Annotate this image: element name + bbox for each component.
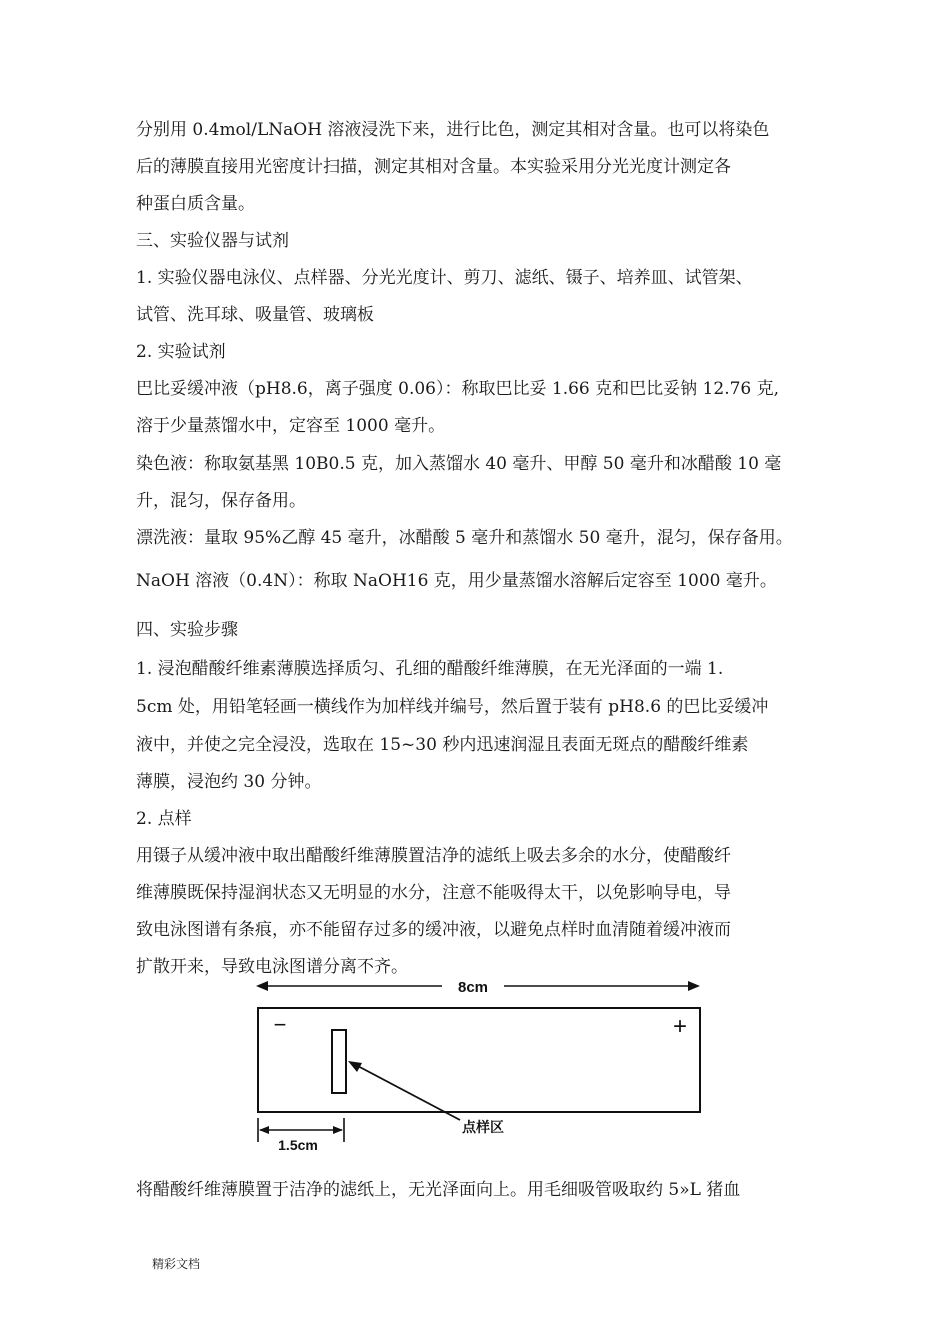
text-line: 分别用 0.4mol/LNaOH 溶液浸洗下来，进行比色，测定其相对含量。也可以将染色 [136, 120, 770, 140]
text-line: 后的薄膜直接用光密度计扫描，测定其相对含量。本实验采用分光光度计测定各 [136, 157, 731, 177]
text-line: 升，混匀，保存备用。 [136, 491, 306, 511]
section-heading: 四、实验步骤 [136, 620, 238, 640]
text-line: 1. 浸泡醋酸纤维素薄膜选择质匀、孔细的醋酸纤维薄膜，在无光泽面的一端 1. [136, 659, 724, 679]
text-line: NaOH 溶液（0.4N）：称取 NaOH16 克，用少量蒸馏水溶解后定容至 1000 毫升。 [136, 571, 777, 591]
footer-watermark: 精彩文档 [152, 1257, 201, 1271]
membrane-strip [258, 1008, 700, 1112]
section-heading: 三、实验仪器与试剂 [136, 231, 289, 251]
text-line: 溶于少量蒸馏水中，定容至 1000 毫升。 [136, 416, 446, 436]
text-line: 试管、洗耳球、吸量管、玻璃板 [136, 305, 374, 325]
subheading: 2. 点样 [136, 809, 192, 829]
text-line: 液中，并使之完全浸没，选取在 15~30 秒内迅速润湿且表面无斑点的醋酸纤维素 [136, 735, 749, 755]
positive-electrode-sign: + [672, 1013, 688, 1040]
offset-arrow-left-icon [259, 1126, 269, 1134]
pointer-arrowhead-icon [348, 1061, 362, 1072]
text-line: 漂洗液：量取 95%乙醇 45 毫升，冰醋酸 5 毫升和蒸馏水 50 毫升，混匀，保存备用。 [136, 528, 793, 548]
text-line: 致电泳图谱有条痕，亦不能留存过多的缓冲液，以避免点样时血清随着缓冲液而 [136, 920, 731, 940]
text-line: 染色液：称取氨基黑 10B0.5 克，加入蒸馏水 40 毫升、甲醇 50 毫升和冰醋酸 10 毫 [136, 454, 782, 474]
text-line: 维薄膜既保持湿润状态又无明显的水分，注意不能吸得太干，以免影响导电，导 [136, 883, 731, 903]
text-line: 巴比妥缓冲液（pH8.6，离子强度 0.06）：称取巴比妥 1.66 克和巴比妥钠 12.76 克, [136, 379, 780, 399]
text-line: 1. 实验仪器电泳仪、点样器、分光光度计、剪刀、滤纸、镊子、培养皿、试管架、 [136, 268, 753, 288]
sample-zone-label: 点样区 [462, 1119, 504, 1135]
text-line: 用镊子从缓冲液中取出醋酸纤维薄膜置洁净的滤纸上吸去多余的水分，使醋酸纤 [136, 846, 731, 866]
offset-arrow-right-icon [333, 1126, 343, 1134]
arrowhead-left-icon [256, 981, 268, 991]
text-line: 5cm 处，用铅笔轻画一横线作为加样线并编号，然后置于装有 pH8.6 的巴比妥缓冲 [136, 697, 769, 717]
negative-electrode-sign: − [273, 1012, 287, 1037]
text-line: 薄膜，浸泡约 30 分钟。 [136, 772, 322, 792]
text-line: 种蛋白质含量。 [136, 194, 255, 214]
electrophoresis-strip-diagram [250, 972, 710, 1162]
width-label: 8cm [457, 979, 489, 996]
subheading: 2. 实验试剂 [136, 342, 226, 362]
text-line: 将醋酸纤维薄膜置于洁净的滤纸上，无光泽面向上。用毛细吸管吸取约 5»L 猪血 [136, 1180, 741, 1200]
text-line: 扩散开来，导致电泳图谱分离不齐。 [136, 957, 408, 977]
offset-label: 1.5cm [278, 1137, 318, 1153]
sample-zone-box [332, 1030, 346, 1093]
arrowhead-right-icon [688, 981, 700, 991]
